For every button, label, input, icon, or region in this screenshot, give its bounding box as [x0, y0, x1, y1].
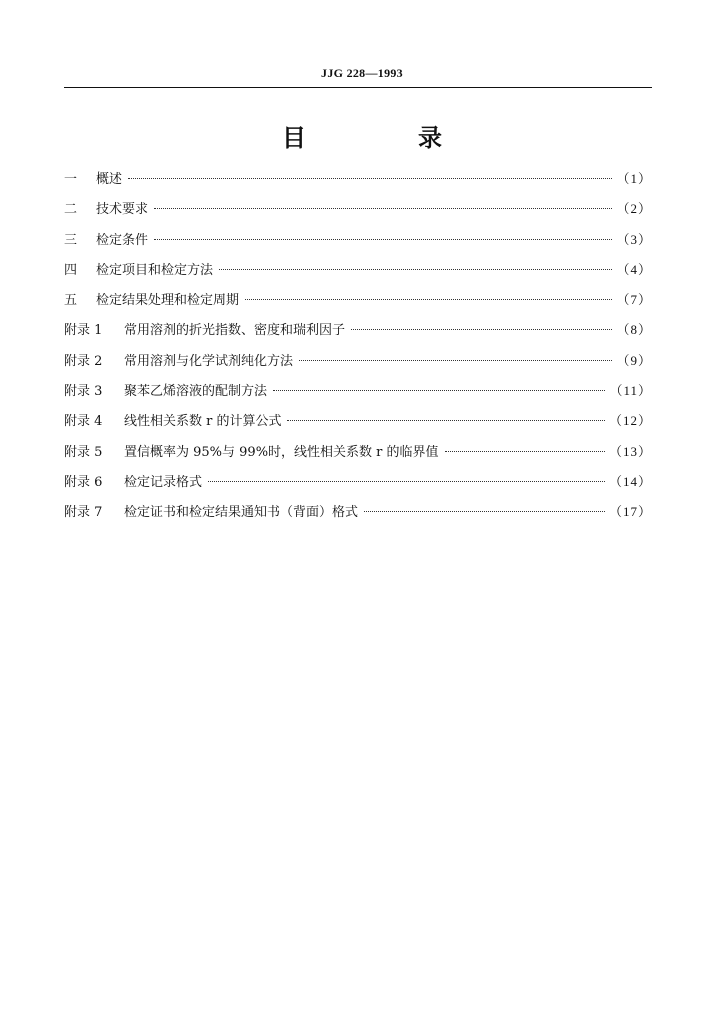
toc-leader-dots: [287, 420, 605, 421]
toc-leader-dots: [208, 481, 605, 482]
toc-page-number: （11）: [609, 383, 652, 399]
toc-entry-3: [64, 230, 652, 260]
toc-number: 五: [64, 293, 78, 309]
toc-entry-appendix-2: [64, 351, 652, 381]
toc-page-number: （17）: [608, 504, 652, 520]
toc-page-number: （2）: [616, 201, 652, 217]
toc-page-number: （4）: [616, 261, 652, 277]
toc-entry-appendix-7: [64, 502, 652, 532]
toc-number: 附录 1: [64, 323, 103, 339]
toc-number: 附录 7: [64, 505, 103, 521]
toc-entry-4: [64, 260, 652, 290]
toc-entry-appendix-5: [64, 442, 652, 472]
toc-number: 一: [64, 172, 78, 187]
toc-page-number: （9）: [616, 352, 652, 368]
toc-entry-appendix-3: [64, 381, 652, 411]
toc-entry-1: [64, 169, 652, 199]
toc-leader-dots: [299, 360, 612, 361]
toc-leader-dots: [219, 269, 612, 270]
toc-title: 检定条件: [96, 232, 149, 248]
toc-number: 四: [64, 262, 78, 278]
toc-number: 附录 4: [64, 414, 103, 430]
header-rule: [64, 87, 652, 88]
standard-code: JJG 228—1993: [321, 66, 403, 80]
toc-page-number: （12）: [608, 413, 652, 429]
toc-title: 聚苯乙烯溶液的配制方法: [124, 384, 268, 400]
table-of-contents: [64, 169, 652, 533]
toc-number: 三: [64, 232, 78, 248]
toc-page-number: （3）: [616, 231, 652, 247]
toc-title: 检定项目和检定方法: [96, 262, 214, 278]
toc-leader-dots: [154, 208, 612, 209]
toc-title: 线性相关系数 r 的计算公式: [124, 414, 282, 430]
toc-page-number: （13）: [608, 443, 652, 459]
page-title: 目 录: [282, 124, 486, 152]
toc-leader-dots: [128, 178, 612, 179]
toc-title: 常用溶剂的折光指数、密度和瑞利因子: [124, 323, 346, 339]
toc-page-number: （7）: [616, 292, 652, 308]
toc-title: 置信概率为 95%与 99%时，线性相关系数 r 的临界值: [124, 444, 439, 460]
toc-page-number: （14）: [608, 473, 652, 489]
toc-number: 附录 3: [64, 384, 103, 400]
toc-title: 检定记录格式: [124, 474, 203, 490]
toc-page-number: （8）: [616, 322, 652, 338]
toc-leader-dots: [364, 511, 605, 512]
toc-entry-appendix-4: [64, 411, 652, 441]
toc-leader-dots: [445, 451, 605, 452]
toc-title: 常用溶剂与化学试剂纯化方法: [124, 353, 294, 369]
toc-number: 附录 6: [64, 474, 103, 490]
toc-number: 附录 2: [64, 353, 103, 369]
toc-title: 技术要求: [96, 202, 149, 218]
toc-leader-dots: [154, 239, 612, 240]
toc-entry-2: [64, 199, 652, 229]
toc-entry-appendix-6: [64, 472, 652, 502]
toc-title: 概述: [96, 172, 123, 187]
toc-title: 检定结果处理和检定周期: [96, 293, 240, 309]
toc-number: 二: [64, 202, 78, 218]
toc-leader-dots: [245, 299, 612, 300]
toc-title: 检定证书和检定结果通知书（背面）格式: [124, 505, 359, 521]
toc-page-number: （1）: [616, 171, 652, 186]
toc-leader-dots: [273, 390, 605, 391]
toc-number: 附录 5: [64, 444, 103, 460]
toc-entry-appendix-1: [64, 320, 652, 350]
toc-leader-dots: [351, 329, 612, 330]
toc-entry-5: [64, 290, 652, 320]
